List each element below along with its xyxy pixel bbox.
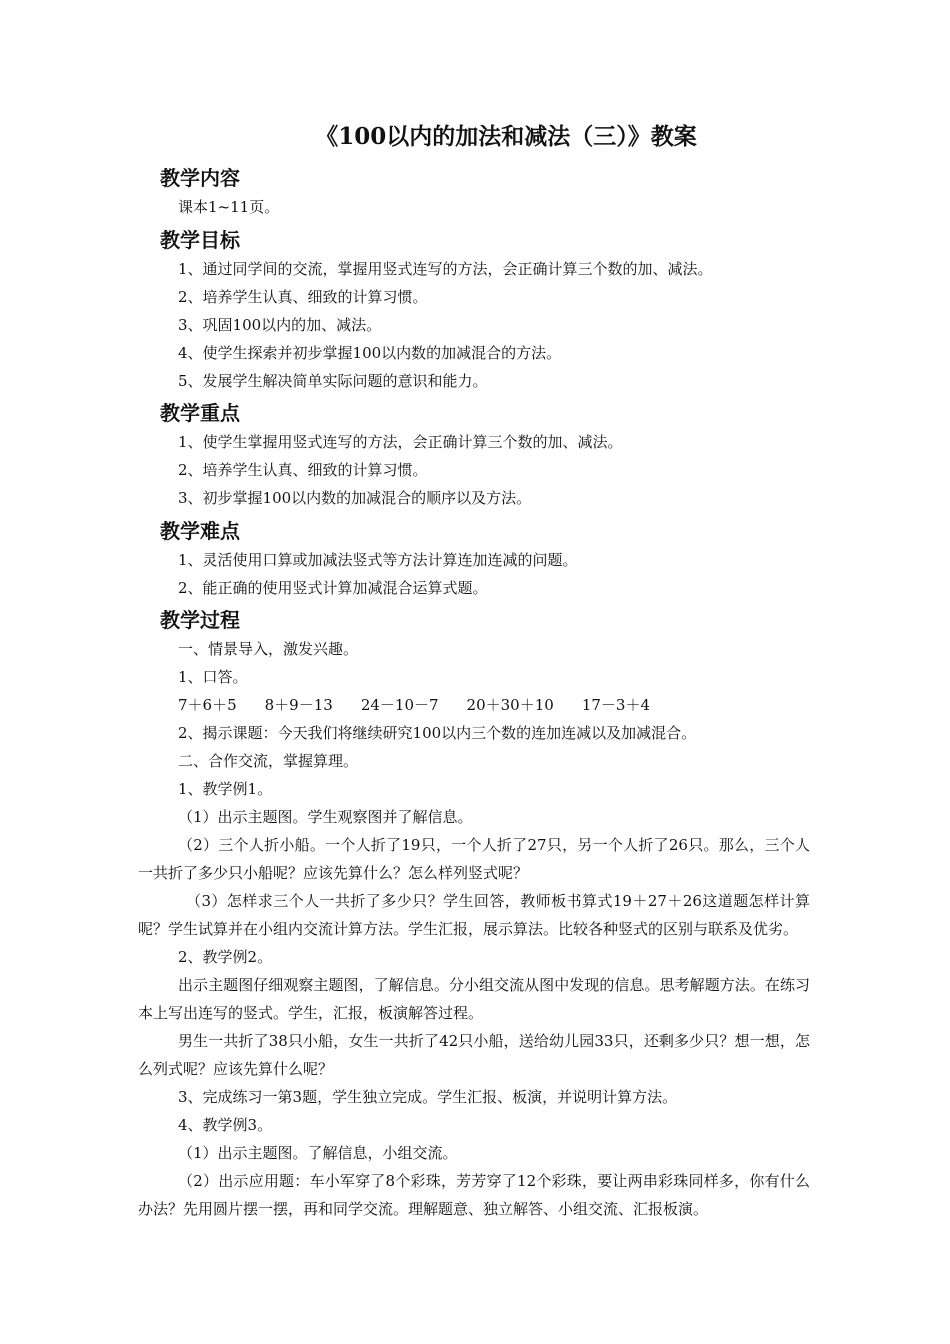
- calc-item: 24－10－7: [360, 696, 439, 714]
- list-item: 2、培养学生认真、细致的计算习惯。: [178, 461, 428, 479]
- paragraph: 1、教学例1。: [178, 780, 273, 798]
- section-heading: 教学目标: [160, 228, 240, 252]
- list-item: 2、培养学生认真、细致的计算习惯。: [178, 288, 428, 306]
- paragraph: （1）出示主题图。学生观察图并了解信息。: [178, 808, 473, 826]
- paragraph: 二、合作交流，掌握算理。: [178, 752, 359, 770]
- section-difficulties: [138, 516, 810, 602]
- paragraph: 1、口答。: [178, 668, 248, 686]
- calc-item: 8＋9－13: [264, 696, 333, 714]
- paragraph: 课本1~11页。: [178, 198, 280, 216]
- section-goals: [138, 225, 810, 395]
- calc-item: 17－3＋4: [581, 696, 650, 714]
- paragraph: 出示主题图仔细观察主题图，了解信息。分小组交流从图中发现的信息。思考解题方法。在练习本上写出连写的竖式。学生，汇报，板演解答过程。: [138, 976, 810, 1022]
- list-item: 1、使学生掌握用竖式连写的方法，会正确计算三个数的加、减法。: [178, 433, 623, 451]
- section-heading: 教学重点: [160, 401, 240, 425]
- document-title: 《100以内的加法和减法（三）》教案: [315, 123, 697, 150]
- paragraph: （3）怎样求三个人一共折了多少只？学生回答，教师板书算式19＋27＋26这道题怎样计算呢？学生试算并在小组内交流计算方法。学生汇报，展示算法。比较各种竖式的区别与联系及优劣。: [138, 892, 810, 938]
- list-item: 1、通过同学间的交流，掌握用竖式连写的方法，会正确计算三个数的加、减法。: [178, 260, 713, 278]
- list-item: 1、灵活使用口算或加减法竖式等方法计算连加连减的问题。: [178, 551, 578, 569]
- list-item: 5、发展学生解决简单实际问题的意识和能力。: [178, 372, 488, 390]
- section-content: [138, 163, 810, 221]
- list-item: 4、使学生探索并初步掌握100以内数的加减混合的方法。: [178, 344, 562, 362]
- paragraph: 2、教学例2。: [178, 948, 273, 966]
- paragraph: （2）三个人折小船。一个人折了19只，一个人折了27只，另一个人折了26只。那么，三个人一共折了多少只小船呢？应该先算什么？怎么样列竖式呢？: [138, 836, 810, 882]
- section-heading: 教学难点: [160, 519, 240, 543]
- section-process: [138, 605, 810, 1223]
- calc-row: [138, 691, 810, 719]
- paragraph: 一、情景导入，激发兴趣。: [178, 640, 359, 658]
- section-heading: 教学内容: [160, 166, 240, 190]
- paragraph: 2、揭示课题：今天我们将继续研究100以内三个数的连加连减以及加减混合。: [178, 724, 697, 742]
- paragraph: 4、教学例3。: [178, 1116, 273, 1134]
- list-item: 3、巩固100以内的加、减法。: [178, 316, 382, 334]
- paragraph: 男生一共折了38只小船，女生一共折了42只小船，送给幼儿园33只，还剩多少只？想一想，怎么列式呢？应该先算什么呢？: [138, 1032, 810, 1078]
- section-key-points: [138, 398, 810, 512]
- paragraph: （2）出示应用题：车小军穿了8个彩珠，芳芳穿了12个彩珠，要让两串彩珠同样多，你有什么办法？先用圆片摆一摆，再和同学交流。理解题意、独立解答、小组交流、汇报板演。: [138, 1172, 810, 1218]
- section-heading: 教学过程: [160, 608, 240, 632]
- paragraph: （1）出示主题图。了解信息，小组交流。: [178, 1144, 458, 1162]
- paragraph: 3、完成练习一第3题，学生独立完成。学生汇报、板演，并说明计算方法。: [178, 1088, 678, 1106]
- list-item: 3、初步掌握100以内数的加减混合的顺序以及方法。: [178, 489, 532, 507]
- calc-item: 20＋30＋10: [466, 696, 554, 714]
- list-item: 2、能正确的使用竖式计算加减混合运算式题。: [178, 579, 488, 597]
- calc-item: 7＋6＋5: [178, 696, 237, 714]
